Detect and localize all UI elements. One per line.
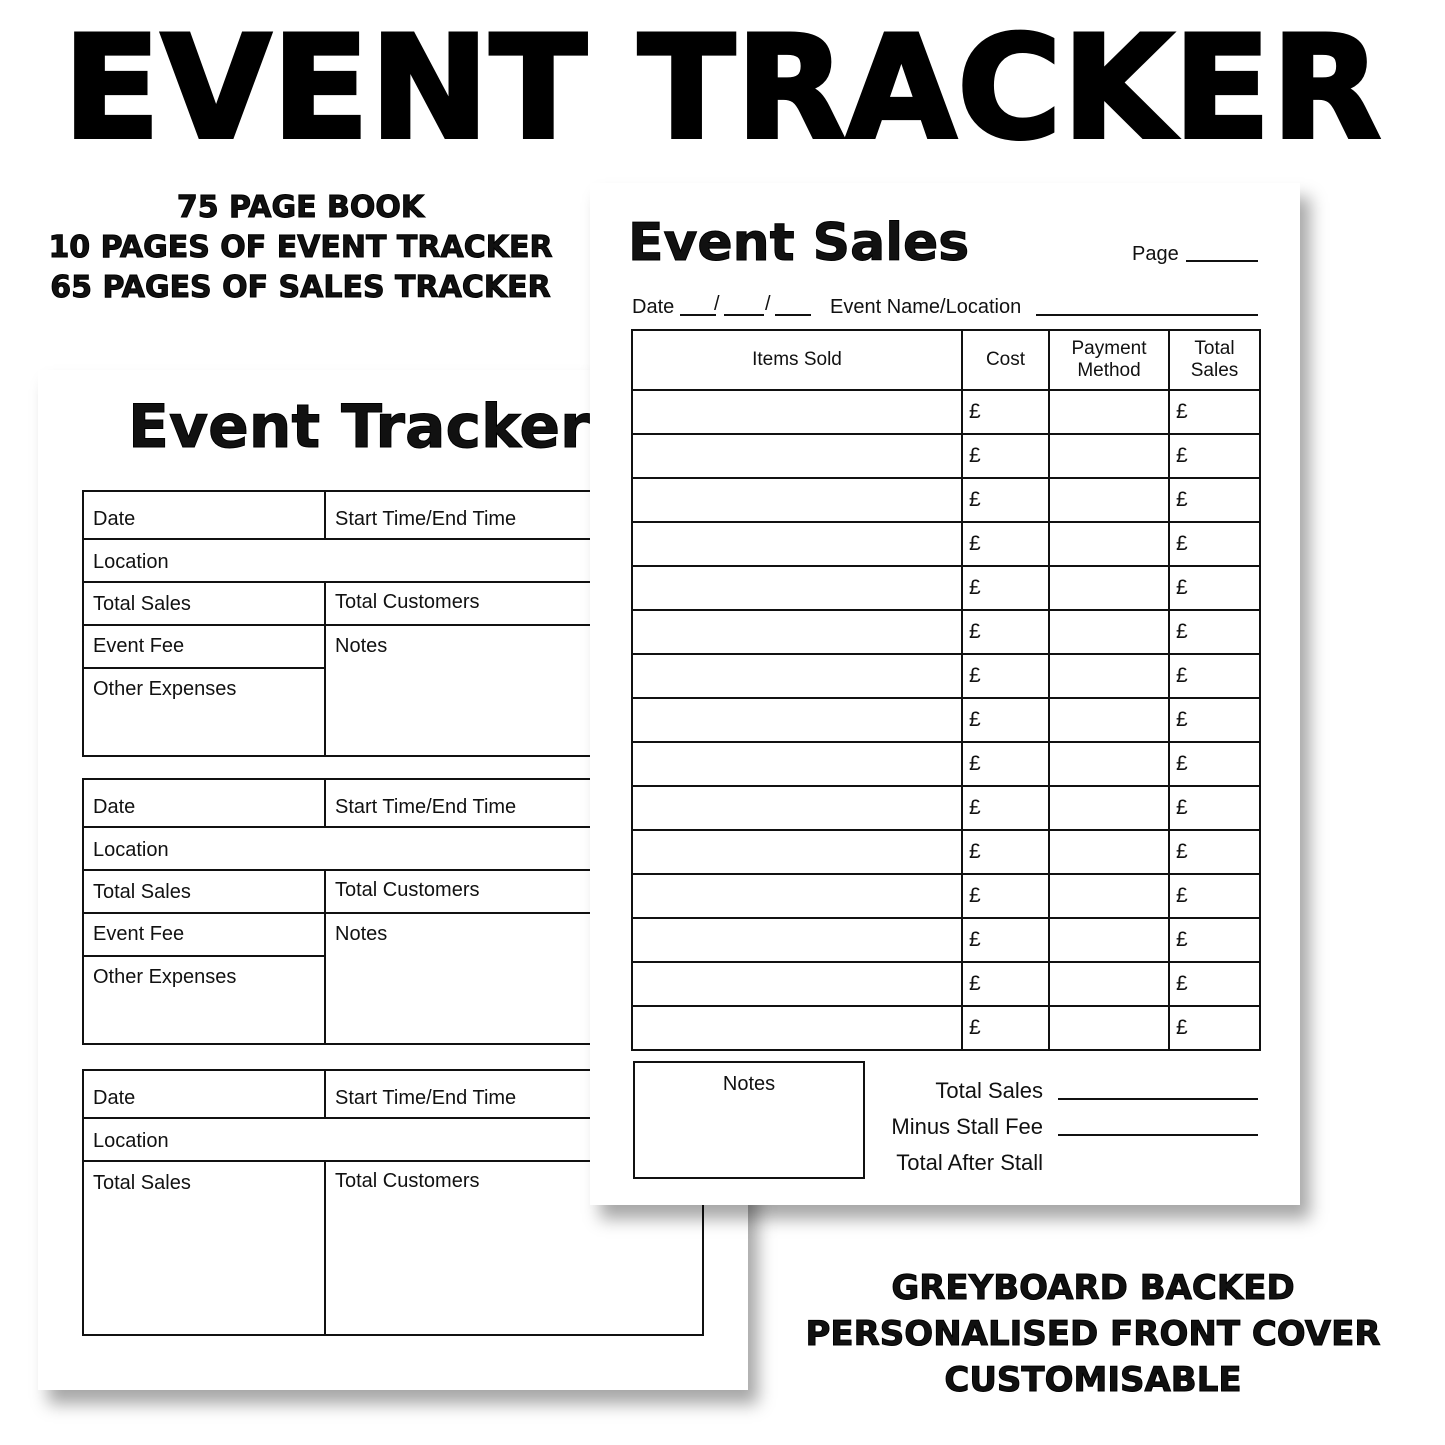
payment-method-cell[interactable] [1049,654,1169,698]
item-cell[interactable] [632,654,962,698]
total-customers-label: Total Customers [335,879,480,901]
payment-method-cell[interactable] [1049,786,1169,830]
total-customers-label: Total Customers [335,1170,480,1192]
total-cell[interactable] [1169,654,1260,698]
total-sales-header [1169,330,1260,390]
features-list [28,188,573,308]
location-label: Location [93,551,169,573]
cost-cell[interactable] [962,610,1049,654]
cost-cell[interactable] [962,566,1049,610]
item-cell[interactable] [632,610,962,654]
cost-cell[interactable] [962,478,1049,522]
sales-row [632,786,1260,830]
payment-method-cell[interactable] [1049,918,1169,962]
item-cell[interactable] [632,434,962,478]
currency-symbol: £ [969,400,981,423]
event-sales-page [590,183,1300,1205]
notes-label: Notes [722,1073,776,1095]
feature-line: PERSONALISED FRONT COVER [805,1314,1381,1354]
item-cell[interactable] [632,742,962,786]
item-cell[interactable] [632,1006,962,1050]
currency-symbol: £ [1176,444,1188,467]
currency-symbol: £ [1176,488,1188,511]
total-cell[interactable] [1169,522,1260,566]
cost-cell[interactable] [962,1006,1049,1050]
sales-row [632,1006,1260,1050]
other-expenses-label: Other Expenses [93,966,237,988]
total-cell[interactable] [1169,918,1260,962]
sales-row [632,874,1260,918]
total-sales-label: Total Sales [93,593,191,615]
cost-cell[interactable] [962,874,1049,918]
total-sales-label: Total Sales [93,881,191,903]
date-year-line [775,314,811,316]
currency-symbol: £ [969,752,981,775]
currency-symbol: £ [969,972,981,995]
currency-symbol: £ [1176,796,1188,819]
item-cell[interactable] [632,962,962,1006]
date-month-line [724,314,764,316]
total-cell[interactable] [1169,1006,1260,1050]
total-cell[interactable] [1169,390,1260,434]
item-cell[interactable] [632,786,962,830]
item-cell[interactable] [632,830,962,874]
currency-symbol: £ [1176,664,1188,687]
feature-line: 75 PAGE BOOK [176,190,425,225]
date-day-line [680,314,716,316]
date-label: Date [632,296,675,318]
item-cell[interactable] [632,522,962,566]
total-sales-line [1058,1098,1258,1100]
currency-symbol: £ [969,928,981,951]
currency-symbol: £ [1176,752,1188,775]
total-cell[interactable] [1169,478,1260,522]
payment-method-cell[interactable] [1049,874,1169,918]
payment-method-line-2: Method [1077,360,1141,381]
date-label: Date [93,796,136,818]
payment-method-cell[interactable] [1049,434,1169,478]
currency-symbol: £ [1176,620,1188,643]
items-sold-header: Items Sold [632,330,962,390]
total-cell[interactable] [1169,742,1260,786]
sales-table [631,329,1261,1051]
currency-symbol: £ [969,664,981,687]
total-cell[interactable] [1169,610,1260,654]
total-cell[interactable] [1169,698,1260,742]
cost-cell[interactable] [962,742,1049,786]
item-cell[interactable] [632,566,962,610]
payment-method-cell[interactable] [1049,390,1169,434]
payment-method-cell[interactable] [1049,478,1169,522]
start-end-time-label: Start Time/End Time [335,508,517,530]
sales-row [632,566,1260,610]
cost-cell[interactable] [962,698,1049,742]
currency-symbol: £ [1176,576,1188,599]
currency-symbol: £ [1176,1016,1188,1039]
cost-header: Cost [962,330,1049,390]
currency-symbol: £ [1176,708,1188,731]
sales-row [632,830,1260,874]
location-label: Location [93,1130,169,1152]
start-end-time-label: Start Time/End Time [335,796,517,818]
currency-symbol: £ [969,620,981,643]
page-number-label: Page [1132,243,1179,265]
currency-symbol: £ [969,532,981,555]
item-cell[interactable] [632,918,962,962]
total-sales-label: Total Sales [93,1172,191,1194]
cost-cell[interactable] [962,786,1049,830]
sales-row [632,918,1260,962]
location-label: Location [93,839,169,861]
other-expenses-label: Other Expenses [93,678,237,700]
item-cell[interactable] [632,390,962,434]
cost-cell[interactable] [962,390,1049,434]
tracker-title: Event Tracker [128,392,590,462]
date-label: Date [93,508,136,530]
currency-symbol: £ [969,488,981,511]
event-fee-label: Event Fee [93,635,185,657]
minus-stall-fee-label: Minus Stall Fee [891,1114,1043,1139]
currency-symbol: £ [1176,840,1188,863]
currency-symbol: £ [969,1016,981,1039]
payment-method-cell[interactable] [1049,742,1169,786]
notes-label: Notes [335,635,388,657]
sales-row [632,478,1260,522]
total-after-stall-label: Total After Stall [896,1150,1043,1175]
feature-line: CUSTOMISABLE [944,1360,1242,1400]
item-cell[interactable] [632,478,962,522]
total-sales-line-1: Total [1194,338,1235,359]
sales-row [632,610,1260,654]
sales-row [632,522,1260,566]
total-cell[interactable] [1169,874,1260,918]
total-sales-summary-label: Total Sales [935,1078,1043,1103]
item-cell[interactable] [632,874,962,918]
currency-symbol: £ [969,708,981,731]
page-number-line [1186,260,1258,262]
payment-method-cell[interactable] [1049,522,1169,566]
event-name-line [1036,314,1258,316]
total-customers-label: Total Customers [335,591,480,613]
cost-cell[interactable] [962,434,1049,478]
currency-symbol: £ [969,840,981,863]
total-cell[interactable] [1169,830,1260,874]
date-separator: / [765,293,771,315]
date-separator: / [714,293,720,315]
currency-symbol: £ [969,884,981,907]
feature-line: GREYBOARD BACKED [891,1268,1295,1308]
item-cell[interactable] [632,698,962,742]
payment-method-cell[interactable] [1049,830,1169,874]
currency-symbol: £ [1176,928,1188,951]
payment-method-header [1049,330,1169,390]
event-name-location-label: Event Name/Location [830,296,1022,318]
notes-box [633,1061,865,1179]
payment-method-line-1: Payment [1071,338,1147,359]
currency-symbol: £ [1176,532,1188,555]
sales-title: Event Sales [628,213,970,273]
total-cell[interactable] [1169,566,1260,610]
sales-row [632,654,1260,698]
sales-row [632,390,1260,434]
total-cell[interactable] [1169,434,1260,478]
payment-method-cell[interactable] [1049,698,1169,742]
currency-symbol: £ [1176,400,1188,423]
feature-line: 65 PAGES OF SALES TRACKER [50,270,551,305]
total-sales-line-2: Sales [1190,360,1239,381]
payment-method-cell[interactable] [1049,962,1169,1006]
payment-method-cell[interactable] [1049,566,1169,610]
bottom-features-list [778,1265,1408,1403]
currency-symbol: £ [969,576,981,599]
date-label: Date [93,1087,136,1109]
cost-cell[interactable] [962,962,1049,1006]
currency-symbol: £ [1176,884,1188,907]
sales-row [632,962,1260,1006]
currency-symbol: £ [969,796,981,819]
notes-label: Notes [335,923,388,945]
cost-cell[interactable] [962,654,1049,698]
cost-cell[interactable] [962,918,1049,962]
cost-cell[interactable] [962,830,1049,874]
start-end-time-label: Start Time/End Time [335,1087,517,1109]
cost-cell[interactable] [962,522,1049,566]
feature-line: 10 PAGES OF EVENT TRACKER [48,230,553,265]
currency-symbol: £ [969,444,981,467]
minus-stall-fee-line [1058,1134,1258,1136]
sales-row [632,434,1260,478]
payment-method-cell[interactable] [1049,1006,1169,1050]
total-cell[interactable] [1169,786,1260,830]
payment-method-cell[interactable] [1049,610,1169,654]
sales-row [632,742,1260,786]
sales-row [632,698,1260,742]
currency-symbol: £ [1176,972,1188,995]
total-cell[interactable] [1169,962,1260,1006]
headline: EVENT TRACKER [63,6,1382,171]
event-fee-label: Event Fee [93,923,185,945]
